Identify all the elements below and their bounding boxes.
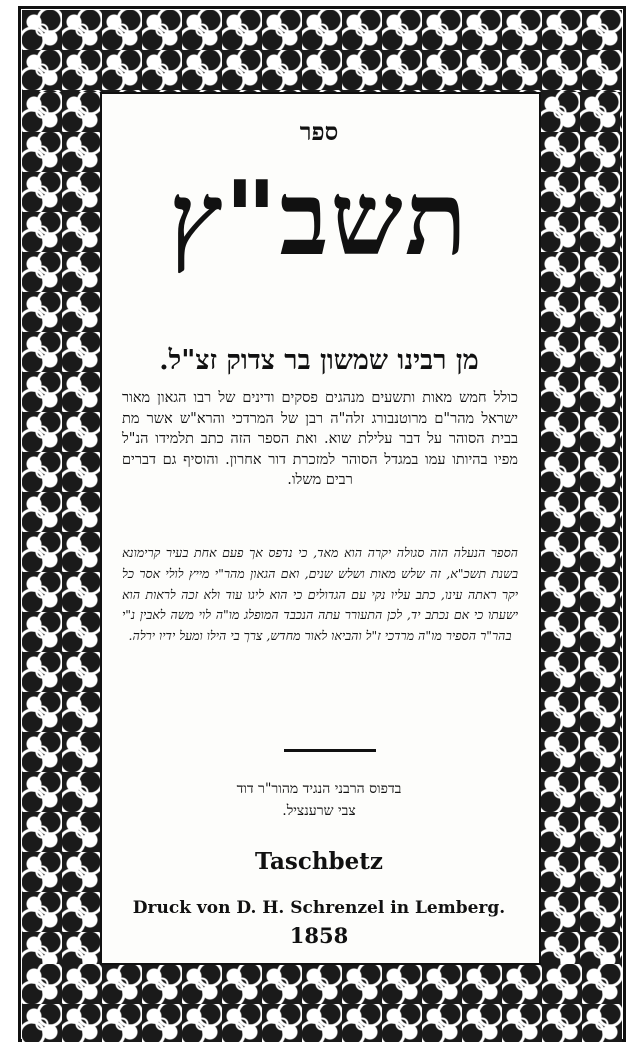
author-line: מן רבינו שמשון בר צדוק זצ"ל.: [159, 345, 479, 376]
ornamental-border-top: [22, 10, 622, 92]
approbation-text: הספר הנעלה הזה סגולה יקרה הוא מאד, כי נדפס אך פעם אחת בעיר קרימונא בשנת תשכ"א, זה שלש מאות ושלש שנים, ואם הגאון מהר"י מייץ לולי אסר כל יקר ראתה עינו, כתב עליו נקי עם הגדולים כי הוא ליגו עוד ולא זכה לראות הוא ישעתו כי אם נכתב יד, לכן התעורר עתה הנכבד המופלג מו"ה לוי משה לאבין נ"י בהר"ר הספיר מו"ה מרדכי ז"ל והביאו לאור מחדש, צרך בי הילו ומעל ידיו ירלה.: [122, 545, 518, 644]
ornamental-border-bottom: [22, 964, 622, 1042]
printer-statement: [184, 778, 454, 822]
german-title: Taschbetz: [255, 848, 383, 875]
printer-line-1: בדפוס הרבני הנגיד מהור"ר דוד: [236, 781, 402, 797]
ornamental-border-left: [22, 92, 102, 964]
ornamental-border-right: [540, 92, 622, 964]
publication-year: 1858: [289, 923, 349, 948]
title-content: [104, 95, 534, 957]
printer-line-2: צבי שרענציל.: [282, 803, 356, 819]
german-imprint: Druck von D. H. Schrenzel in Lemberg.: [132, 898, 506, 918]
divider-rule: [284, 749, 376, 752]
book-title: תשב"ץ: [169, 159, 469, 279]
sefer-label: ספר: [299, 117, 339, 146]
book-description: כולל חמש מאות ותשעים מנהגים פסקים ודינים של רבו הגאון מאור ישראל מהר"ם מרוטנבורג זלה"ה רבן של המרדכי והרא"ש אשר מת בבית הסוהר על דבר עלילת שוא. ואת הספר הזה כתב תלמידו הנ"ל מפיו בהיותו עמו במגדל הסוהר למזכרת דור אחרון. והוסיף גם דברים רבים משלו.: [122, 390, 518, 488]
